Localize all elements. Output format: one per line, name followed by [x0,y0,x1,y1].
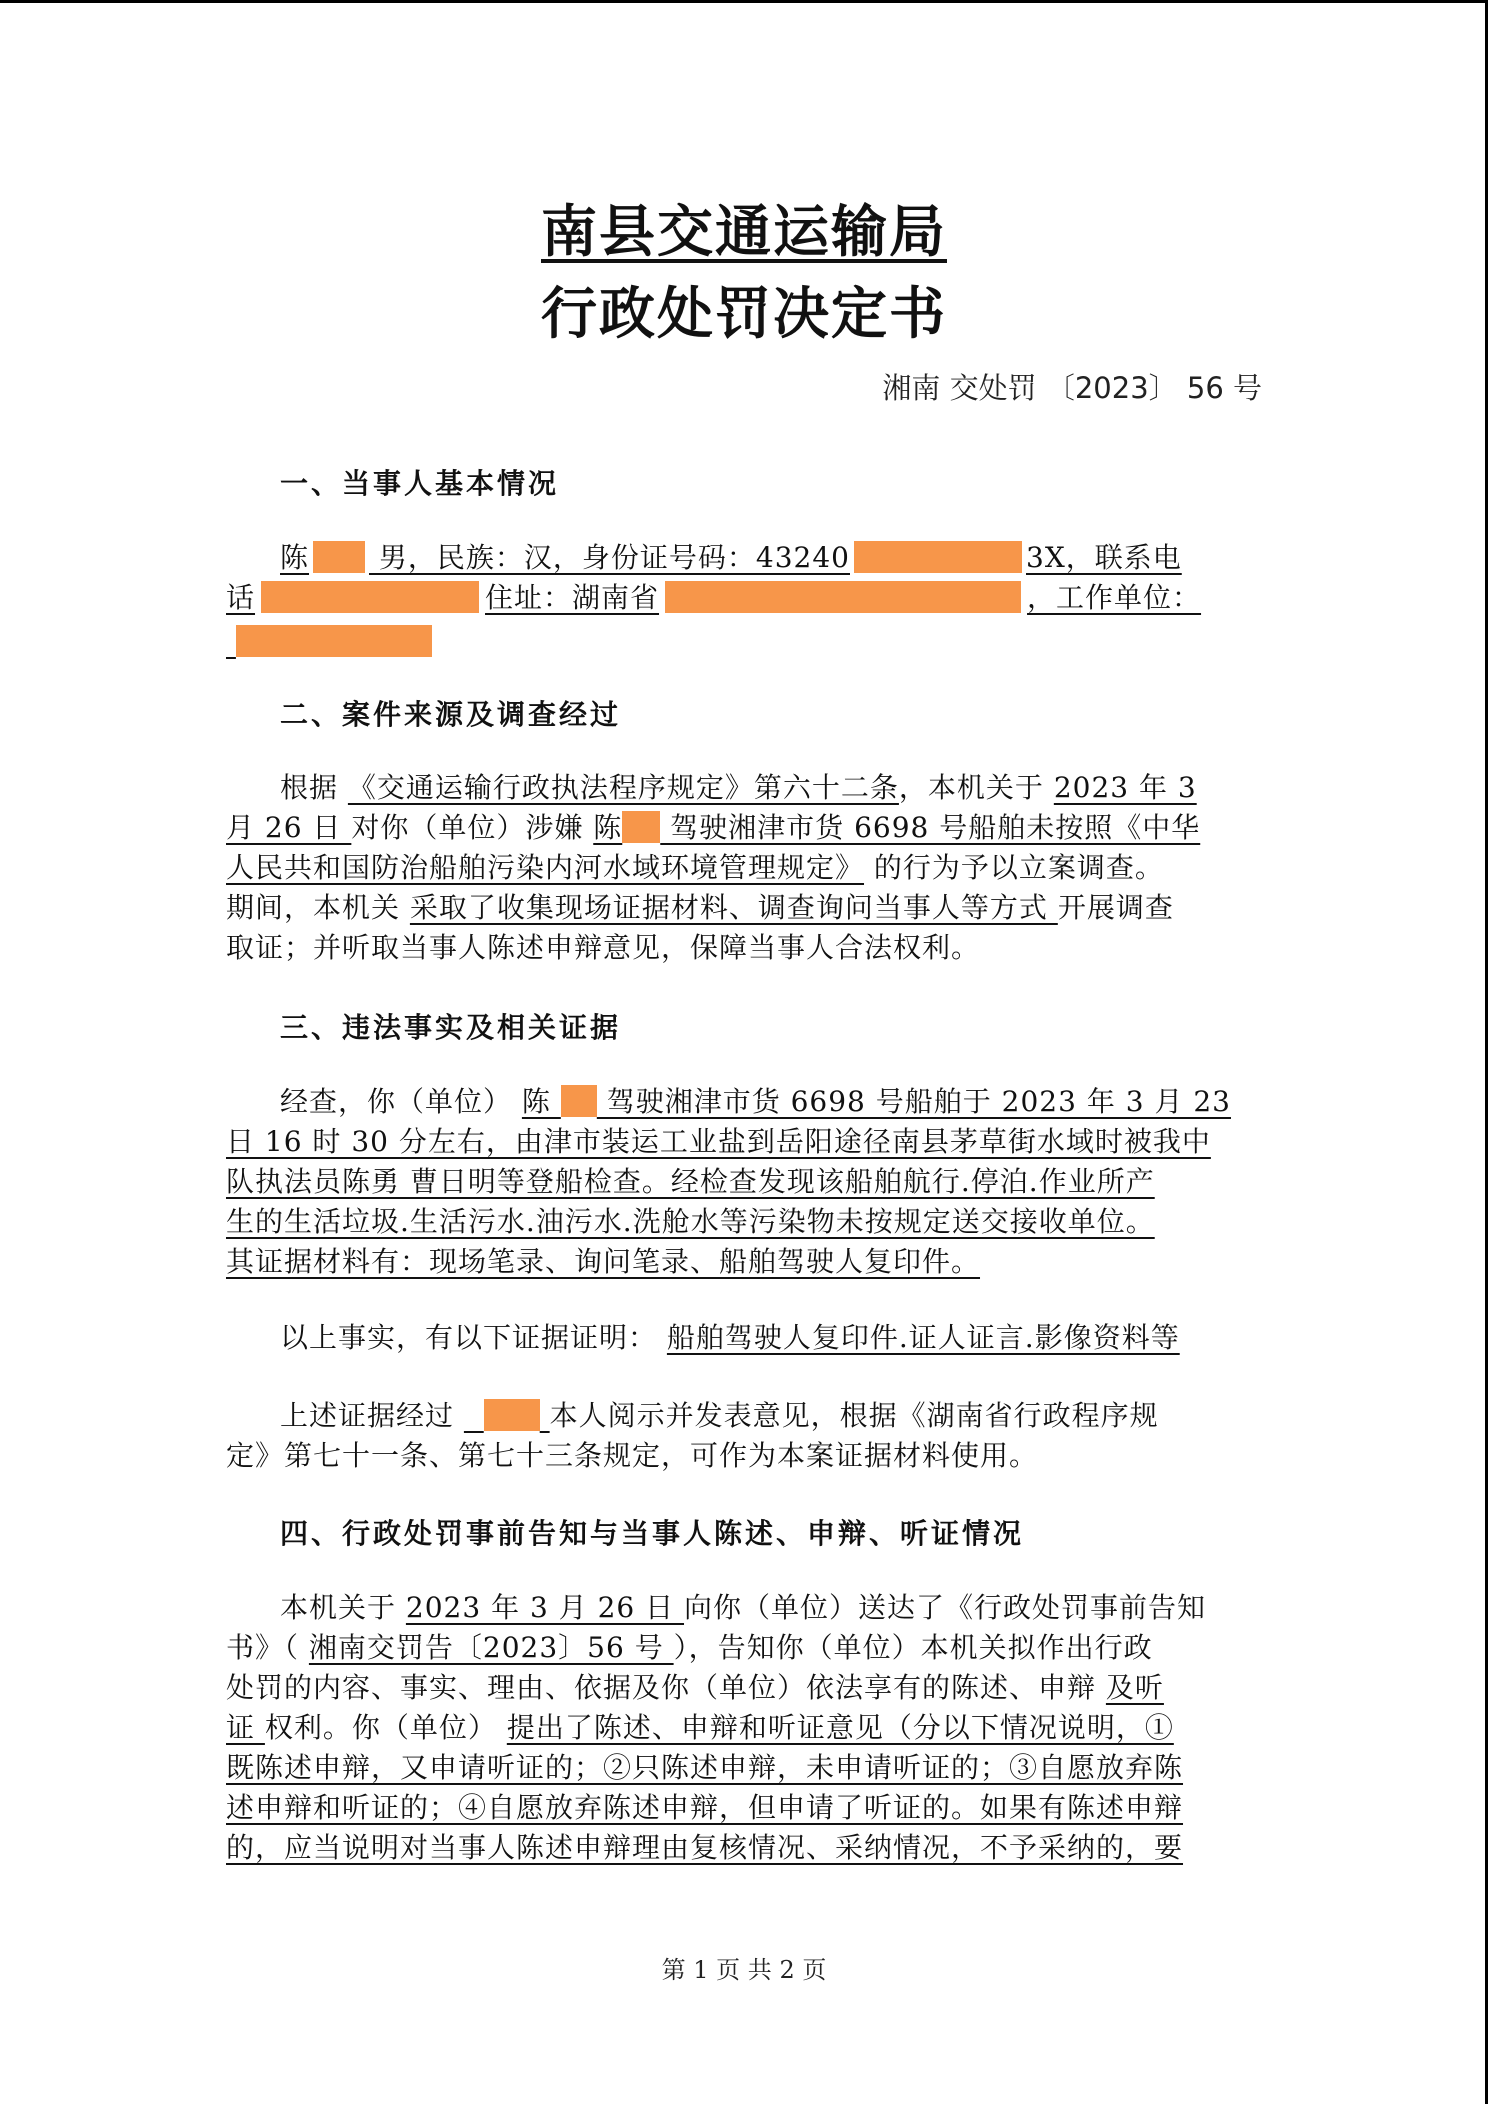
section-4-heading: 四、行政处罚事前告知与当事人陈述、申辩、听证情况 [280,1517,1025,1550]
page-border-top [0,0,1488,3]
sec2-line-1: 根据 《交通运输行政执法程序规定》第六十二条，本机关于 2023 年 3 [280,771,1197,804]
redaction-block [261,581,479,613]
redaction-block [236,625,432,657]
sec2-line-3: 人民共和国防治船舶污染内河水域环境管理规定》 的行为予以立案调查。 [226,851,1164,884]
review-line-1: 上述证据经过 本人阅示并发表意见，根据《湖南省行政程序规 [280,1399,1159,1432]
sec4-line-4: 证 权利。你（单位） 提出了陈述、申辩和听证意见（分以下情况说明，① [226,1711,1174,1744]
sec1-line-2: 话 住址：湖南省 ，工作单位： [226,581,1202,614]
document-title-type: 行政处罚决定书 [541,282,947,347]
sec2-line-2: 月 26 日 对你（单位）涉嫌 陈 驾驶湘津市货 6698 号船舶未按照《中华 [226,811,1201,844]
sec3-line-4: 生的生活垃圾.生活污水.油污水.洗舱水等污染物未按规定送交接收单位。 [226,1205,1155,1238]
sec1-line-1: 陈 男，民族：汉，身份证号码：43240 3X，联系电 [280,541,1182,574]
section-1-heading: 一、当事人基本情况 [280,467,560,500]
sec2-line-4: 期间，本机关 采取了收集现场证据材料、调查询问当事人等方式 开展调查 [226,891,1174,924]
redaction-block [665,581,1021,613]
redaction-block [854,541,1022,573]
evidence-line: 以上事实，有以下证据证明： 船舶驾驶人复印件.证人证言.影像资料等 [280,1321,1180,1354]
sec2-line-5: 取证；并听取当事人陈述申辩意见，保障当事人合法权利。 [226,931,981,964]
redaction-block [622,811,660,843]
sec3-line-3: 队执法员陈勇 曹日明等登船检查。经检查发现该船舶航行.停泊.作业所产 [226,1165,1155,1198]
sec4-line-7: 的，应当说明对当事人陈述申辩理由复核情况、采纳情况，不予采纳的，要 [226,1831,1184,1864]
sec4-line-1: 本机关于 2023 年 3 月 26 日 向你（单位）送达了《行政处罚事前告知 [280,1591,1207,1624]
document-number: 湘南 交处罚 〔2023〕 56 号 [882,371,1262,405]
review-line-2: 定》第七十一条、第七十三条规定，可作为本案证据材料使用。 [226,1439,1039,1472]
sec4-line-5: 既陈述申辩，又申请听证的；②只陈述申辩，未申请听证的；③自愿放弃陈 [226,1751,1184,1784]
sec4-line-2: 书》（ 湘南交罚告〔2023〕56 号 ），告知你（单位）本机关拟作出行政 [226,1631,1153,1664]
sec3-line-5: 其证据材料有：现场笔录、询问笔录、船舶驾驶人复印件。 [226,1245,981,1278]
redaction-block [313,541,365,573]
sec4-line-3: 处罚的内容、事实、理由、依据及你（单位）依法享有的陈述、申辩 及听 [226,1671,1164,1704]
section-2-heading: 二、案件来源及调查经过 [280,698,622,731]
section-3-heading: 三、违法事实及相关证据 [280,1011,622,1044]
sec3-line-1: 经查，你（单位） 陈 驾驶湘津市货 6698 号船舶于 2023 年 3 月 23 [280,1085,1231,1118]
redaction-block [484,1399,540,1431]
sec1-line-3 [226,622,432,662]
page-footer: 第 1 页 共 2 页 [661,1956,827,1984]
document-title-agency: 南县交通运输局 [541,200,947,265]
sec3-line-2: 日 16 时 30 分左右，由津市装运工业盐到岳阳途径南县茅草街水域时被我中 [226,1125,1211,1158]
redaction-block [561,1085,597,1117]
sec4-line-6: 述申辩和听证的；④自愿放弃陈述申辩，但申请了听证的。如果有陈述申辩 [226,1791,1184,1824]
